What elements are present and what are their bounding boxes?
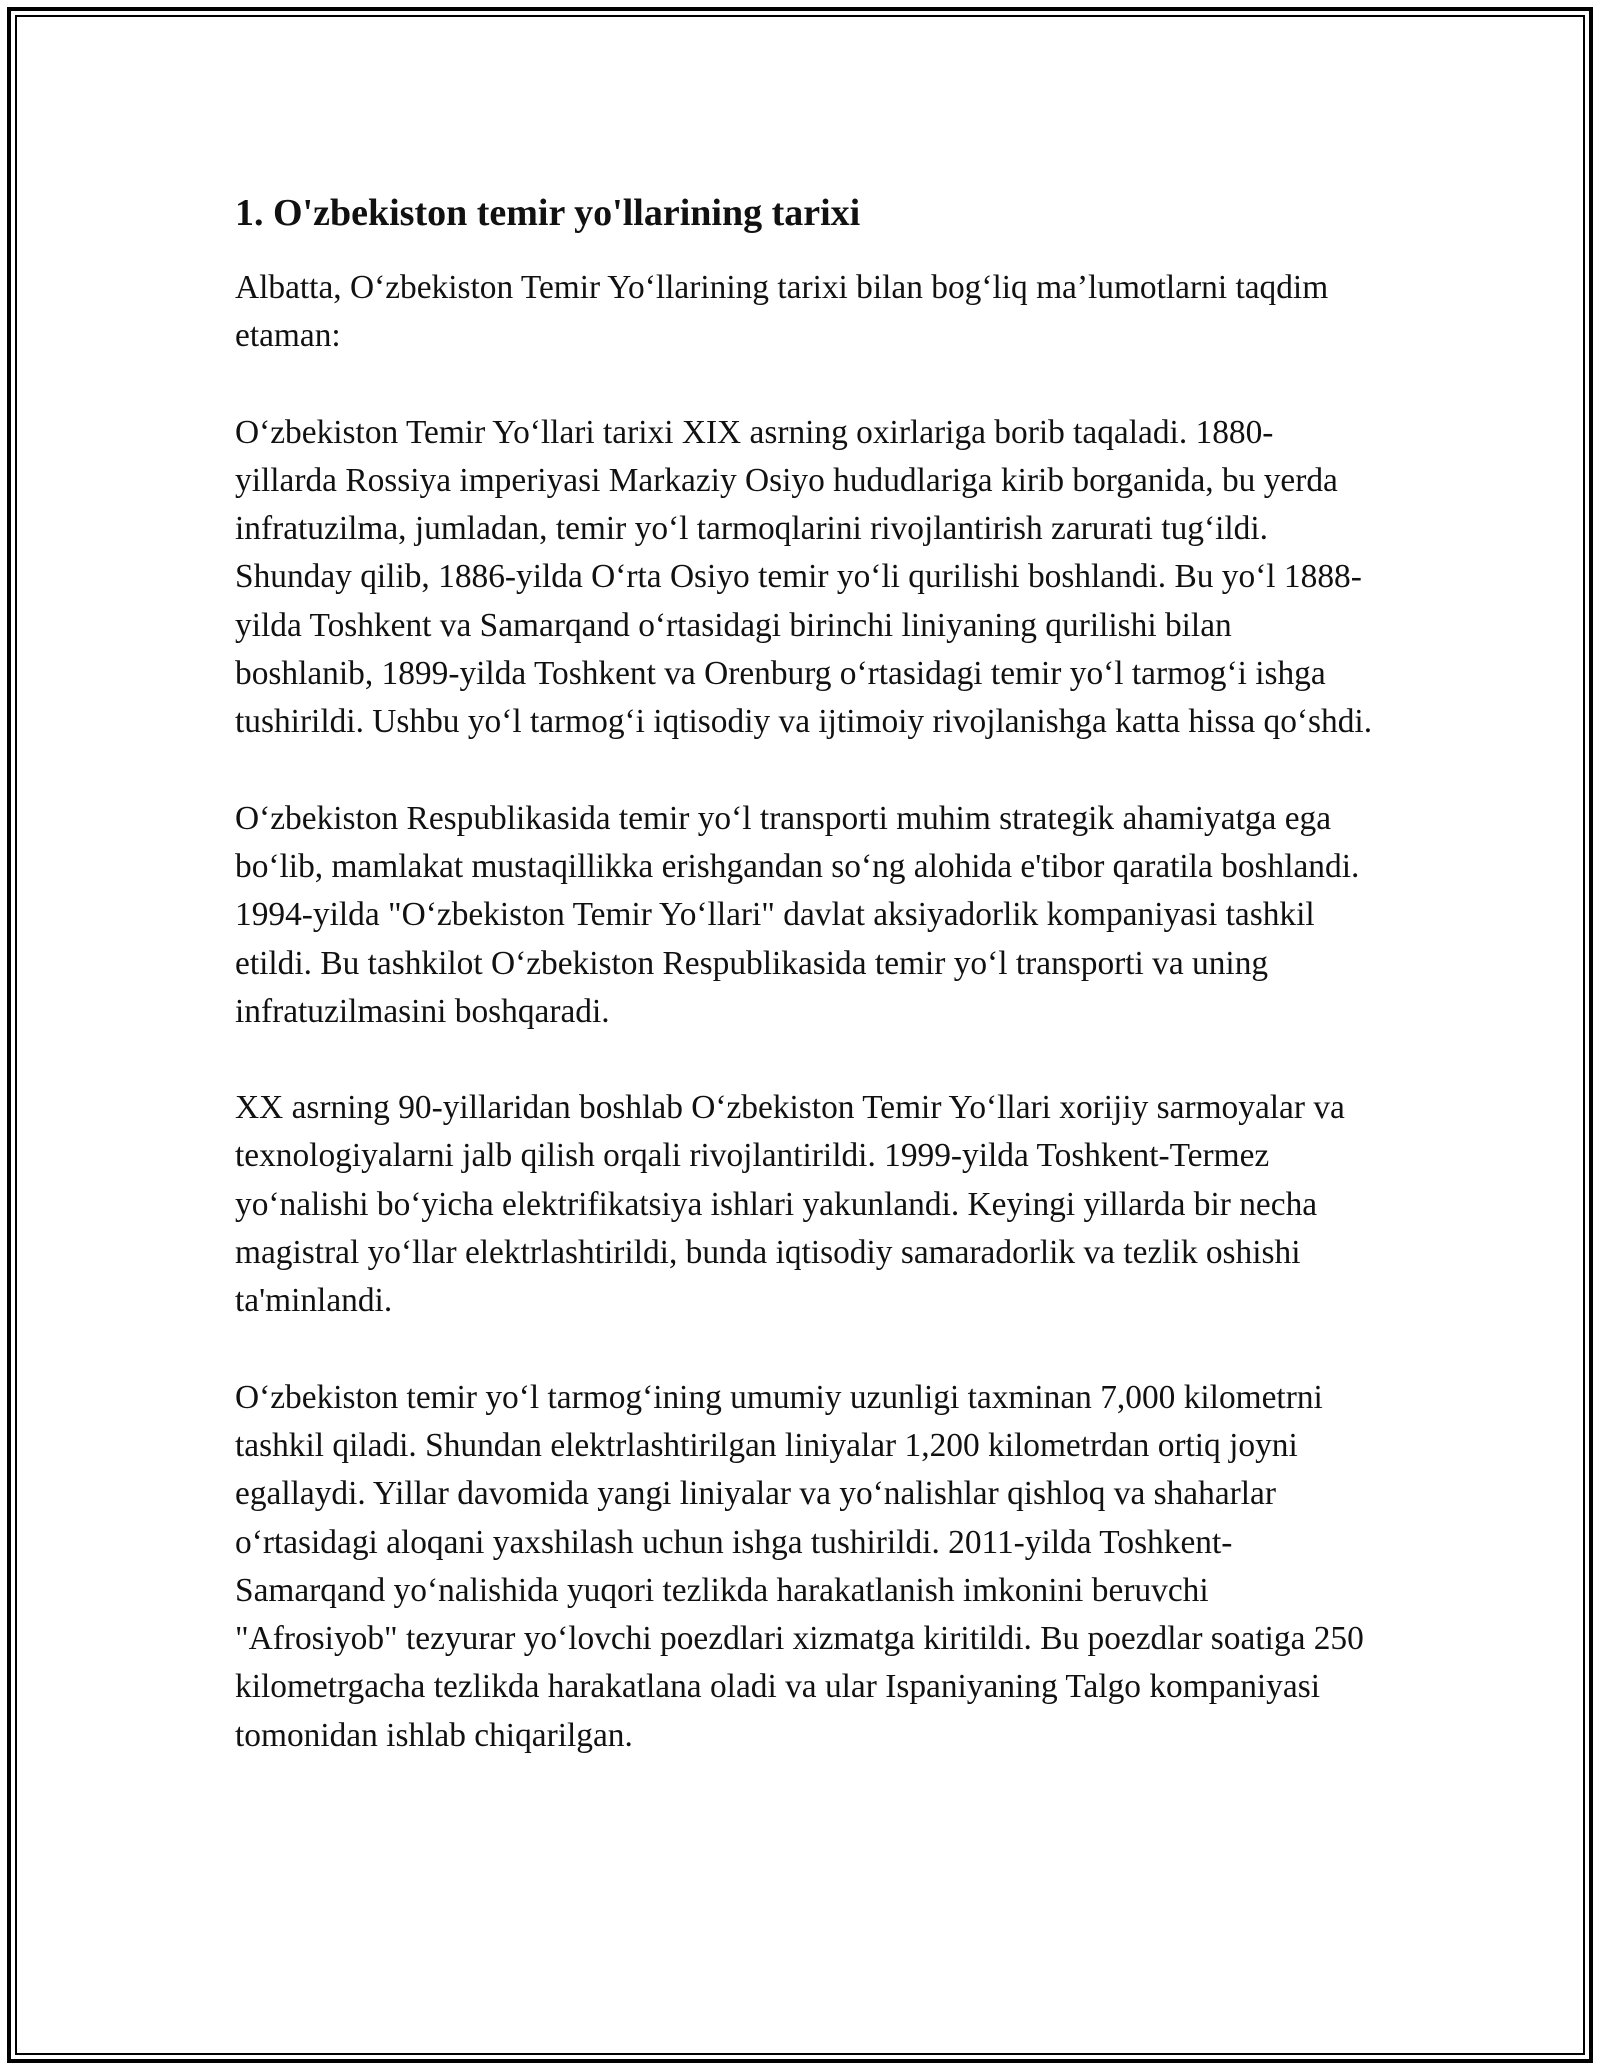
document-body [235,188,1375,1760]
paragraph-origins: O‘zbekiston Temir Yo‘llari tarixi XIX asrning oxirlariga borib taqaladi. 1880-yillarda Rossiya imperiyasi Markaziy Osiyo hududlariga kirib borganida, bu yerda infratuzilma, jumladan, temir yo‘l tarmoqlarini rivojlantirish zarurati tug‘ildi. Shunday qilib, 1886-yilda O‘rta Osiyo temir yo‘li qurilishi boshlandi. Bu yo‘l 1888-yilda Toshkent va Samarqand o‘rtasidagi birinchi liniyaning qurilishi bilan boshlanib, 1899-yilda Toshkent va Orenburg o‘rtasidagi temir yo‘l tarmog‘i ishga tushirildi. Ushbu yo‘l tarmog‘i iqtisodiy va ijtimoiy rivojlanishga katta hissa qo‘shdi. [235,413,1373,741]
paragraph-modernization: XX asrning 90-yillaridan boshlab O‘zbekiston Temir Yo‘llari xorijiy sarmoyalar va texnologiyalarni jalb qilish orqali rivojlantirildi. 1999-yilda Toshkent-Termez yo‘nalishi bo‘yicha elektrifikatsiya ishlari yakunlandi. Keyingi yillarda bir necha magistral yo‘llar elektrlashtirildi, bunda iqtisodiy samaradorlik va tezlik oshishi ta'minlandi. [235,1089,1345,1320]
paragraph-independence: O‘zbekiston Respublikasida temir yo‘l transporti muhim strategik ahamiyatga ega bo‘lib, mamlakat mustaqillikka erishgandan so‘ng alohida e'tibor qaratila boshlandi. 1994-yilda "O‘zbekiston Temir Yo‘llari" davlat aksiyadorlik kompaniyasi tashkil etildi. Bu tashkilot O‘zbekiston Respublikasida temir yo‘l transporti va uning infratuzilmasini boshqaradi. [235,799,1360,1030]
paragraph-intro: Albatta, O‘zbekiston Temir Yo‘llarining tarixi bilan bog‘liq ma’lumotlarni taqdim etaman: [235,269,1329,355]
paragraph-network: O‘zbekiston temir yo‘l tarmog‘ining umumiy uzunligi taxminan 7,000 kilometrni tashkil qiladi. Shundan elektrlashtirilgan liniyalar 1,200 kilometrdan ortiq joyni egallaydi. Yillar davomida yangi liniyalar va yo‘nalishlar qishloq va shaharlar o‘rtasidagi aloqani yaxshilash uchun ishga tushirildi. 2011-yilda Toshkent-Samarqand yo‘nalishida yuqori tezlikda harakatlanish imkonini beruvchi "Afrosiyob" tezyurar yo‘lovchi poezdlari xizmatga kiritildi. Bu poezdlar soatiga 250 kilometrgacha tezlikda harakatlana oladi va ular Ispaniyaning Talgo kompaniyasi tomonidan ishlab chiqarilgan. [235,1378,1364,1754]
page-title: 1. O'zbekiston temir yo'llarining tarixi [235,192,861,234]
